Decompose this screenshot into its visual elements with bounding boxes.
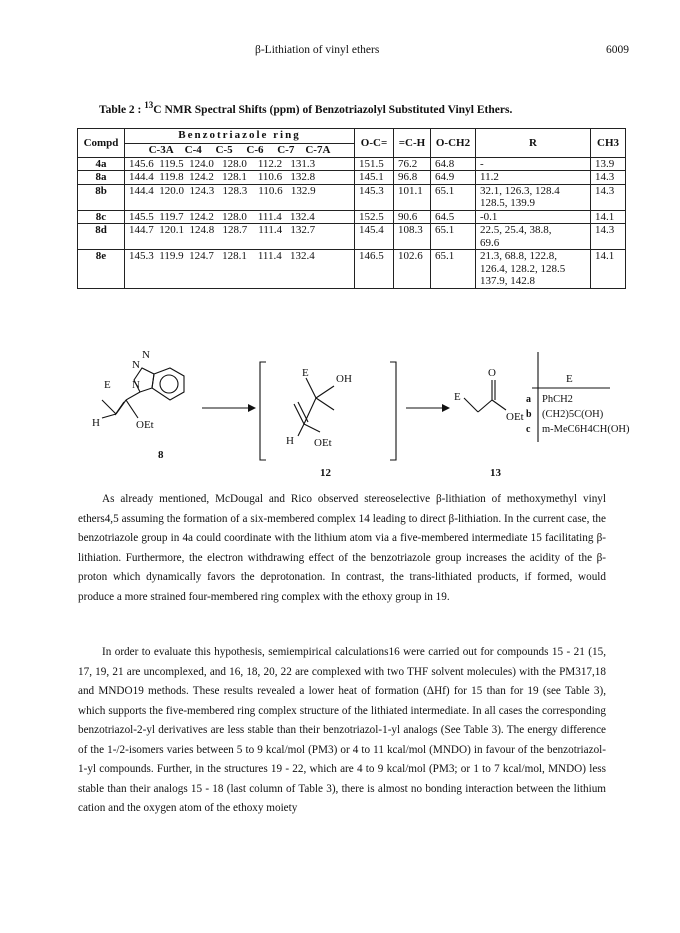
cell-ch: 96.8 bbox=[394, 171, 431, 185]
paragraph-2 bbox=[78, 643, 606, 819]
label-e-13: E bbox=[454, 391, 461, 403]
cell-r: 32.1, 126.3, 128.4 128.5, 139.9 bbox=[476, 184, 591, 210]
cell-oc: 145.3 bbox=[355, 184, 394, 210]
page-number: 6009 bbox=[606, 44, 629, 56]
compound-12-label: 12 bbox=[320, 467, 331, 479]
legend-value-c: m-MeC6H4CH(OH) bbox=[542, 424, 630, 435]
cell-compd: 8c bbox=[78, 210, 125, 224]
paragraph-2-text: In order to evaluate this hypothesis, semiempirical calculations16 were carried out for compounds 15 - 21 (15, 17, 19, 21 are uncomplexed, and 16, 18, 20, 22 are complexed with two THF solvent molecules) with the PM317,18 and MNDO19 methods. These results revealed a lower heat of formation (ΔHf) for 15 than for 19 (see Table 3), which supports the five-membered ring complex structure of the lithiated intermediate. In all cases the corresponding benzotriazol-2-yl derivatives are less stable than their benzotriazol-1-yl analogs (See Table 3). The energy difference of the 1-/2-isomers varies between 5 to 9 kcal/mol (PM3) or 4 to 11 kcal/mol (MNDO) in favour of the benzotriazol-1-yl compounds. Further, in the structures 19 - 22, which are 4 to 9 kcal/mol (PM3; or 1 to 7 kcal/mol, MNDO) less stable than their analogs 15 - 18 (last column of Table 3), there is almost no bonding interaction between the lithium cation and the oxygen atom of the ethoxy moiety bbox=[78, 646, 606, 814]
header-och2: O-CH2 bbox=[431, 129, 476, 158]
header-benzotriazole-ring: Benzotriazole ring bbox=[125, 129, 355, 144]
cell-ring: 145.5 119.7 124.2 128.0 111.4 132.4 bbox=[125, 210, 355, 224]
nmr-shift-table bbox=[77, 128, 626, 289]
label-oet-12: OEt bbox=[314, 437, 332, 449]
cell-och2: 64.8 bbox=[431, 157, 476, 171]
label-h-8: H bbox=[92, 417, 100, 429]
cell-och2: 64.5 bbox=[431, 210, 476, 224]
cell-r: - bbox=[476, 157, 591, 171]
cell-compd: 4a bbox=[78, 157, 125, 171]
label-oet-8: OEt bbox=[136, 419, 154, 431]
cell-ch: 90.6 bbox=[394, 210, 431, 224]
table-caption-text: C NMR Spectral Shifts (ppm) of Benzotriazolyl Substituted Vinyl Ethers. bbox=[153, 104, 513, 116]
cell-compd: 8d bbox=[78, 224, 125, 250]
cell-oc: 151.5 bbox=[355, 157, 394, 171]
header-c7a: C-7A bbox=[305, 144, 331, 156]
cell-ch3: 14.3 bbox=[591, 171, 626, 185]
reaction-scheme bbox=[80, 338, 630, 480]
label-n3: N bbox=[142, 349, 150, 361]
cell-och2: 65.1 bbox=[431, 250, 476, 289]
table-caption bbox=[99, 100, 512, 116]
legend-key-a: a bbox=[526, 394, 531, 405]
cell-oc: 145.1 bbox=[355, 171, 394, 185]
running-title: β-Lithiation of vinyl ethers bbox=[255, 44, 380, 56]
legend-value-a: PhCH2 bbox=[542, 394, 573, 405]
label-o-13: O bbox=[488, 367, 496, 379]
compound-13-label: 13 bbox=[490, 467, 501, 479]
label-e-8: E bbox=[104, 379, 111, 391]
benzene-ring-shape bbox=[152, 368, 184, 400]
cell-ch: 108.3 bbox=[394, 224, 431, 250]
cell-oc: 146.5 bbox=[355, 250, 394, 289]
cell-r: 22.5, 25.4, 38.8, 69.6 bbox=[476, 224, 591, 250]
cell-ch: 101.1 bbox=[394, 184, 431, 210]
label-h-12: H bbox=[286, 435, 294, 447]
header-ch3: CH3 bbox=[591, 129, 626, 158]
cell-compd: 8a bbox=[78, 171, 125, 185]
scheme-drawing bbox=[80, 338, 630, 480]
cell-ch: 102.6 bbox=[394, 250, 431, 289]
cell-ring: 144.4 119.8 124.2 128.1 110.6 132.8 bbox=[125, 171, 355, 185]
compound-8-label: 8 bbox=[158, 449, 164, 461]
header-c3a: C-3A bbox=[148, 144, 174, 156]
table-row bbox=[78, 210, 626, 224]
cell-och2: 65.1 bbox=[431, 224, 476, 250]
legend-key-b: b bbox=[526, 409, 532, 420]
cell-oc: 145.4 bbox=[355, 224, 394, 250]
cell-ch3: 14.1 bbox=[591, 250, 626, 289]
legend-head: E bbox=[566, 373, 573, 385]
cell-compd: 8b bbox=[78, 184, 125, 210]
cell-ch3: 14.3 bbox=[591, 224, 626, 250]
label-oh-12: OH bbox=[336, 373, 352, 385]
header-oc: O-C= bbox=[355, 129, 394, 158]
table-caption-isotope: 13 bbox=[144, 100, 154, 110]
header-c7: C-7 bbox=[277, 144, 295, 156]
cell-r: 11.2 bbox=[476, 171, 591, 185]
label-oet-13: OEt bbox=[506, 411, 524, 423]
running-header bbox=[0, 44, 680, 60]
cell-ring: 144.4 120.0 124.3 128.3 110.6 132.9 bbox=[125, 184, 355, 210]
label-e-12: E bbox=[302, 367, 309, 379]
header-c6: C-6 bbox=[246, 144, 264, 156]
cell-ch3: 14.3 bbox=[591, 184, 626, 210]
header-ch: =C-H bbox=[394, 129, 431, 158]
cell-ring: 144.7 120.1 124.8 128.7 111.4 132.7 bbox=[125, 224, 355, 250]
table-row bbox=[78, 171, 626, 185]
table-caption-prefix: Table 2 : bbox=[99, 104, 145, 116]
paragraph-1 bbox=[78, 490, 606, 607]
header-r: R bbox=[476, 129, 591, 158]
cell-ch: 76.2 bbox=[394, 157, 431, 171]
legend-key-c: c bbox=[526, 424, 531, 435]
header-compd: Compd bbox=[78, 129, 125, 158]
label-n1: N bbox=[132, 379, 140, 391]
cell-oc: 152.5 bbox=[355, 210, 394, 224]
cell-ring: 145.6 119.5 124.0 128.0 112.2 131.3 bbox=[125, 157, 355, 171]
header-c5: C-5 bbox=[215, 144, 233, 156]
table-row bbox=[78, 157, 626, 171]
label-n2: N bbox=[132, 359, 140, 371]
cell-ch3: 13.9 bbox=[591, 157, 626, 171]
cell-och2: 65.1 bbox=[431, 184, 476, 210]
paragraph-1-text: As already mentioned, McDougal and Rico observed stereoselective β-lithiation of methoxymethyl vinyl ethers4,5 assuming the formation of a six-membered complex 14 leading to direct β-lithiation. In the current case, the benzotriazole group in 4a could coordinate with the lithium atom via a five-membered intermediate 15 facilitating β-lithiation. Furthermore, the electron withdrawing effect of the benzotriazole group increases the acidity of the β-proton which dynamically favors the deprotonation. In contrast, the trans-lithiated products, if formed, would produce a more strained four-membered ring complex with the ethoxy group in 19. bbox=[78, 493, 606, 603]
legend-value-b: (CH2)5C(OH) bbox=[542, 409, 604, 420]
cell-r: 21.3, 68.8, 122.8, 126.4, 128.2, 128.5 137.9, 142.8 bbox=[476, 250, 591, 289]
cell-compd: 8e bbox=[78, 250, 125, 289]
cell-och2: 64.9 bbox=[431, 171, 476, 185]
table-row bbox=[78, 184, 626, 210]
header-c4: C-4 bbox=[184, 144, 202, 156]
cell-ch3: 14.1 bbox=[591, 210, 626, 224]
header-ring-positions bbox=[125, 144, 355, 158]
table-row bbox=[78, 224, 626, 250]
cell-r: -0.1 bbox=[476, 210, 591, 224]
cell-ring: 145.3 119.9 124.7 128.1 111.4 132.4 bbox=[125, 250, 355, 289]
table-row bbox=[78, 250, 626, 289]
